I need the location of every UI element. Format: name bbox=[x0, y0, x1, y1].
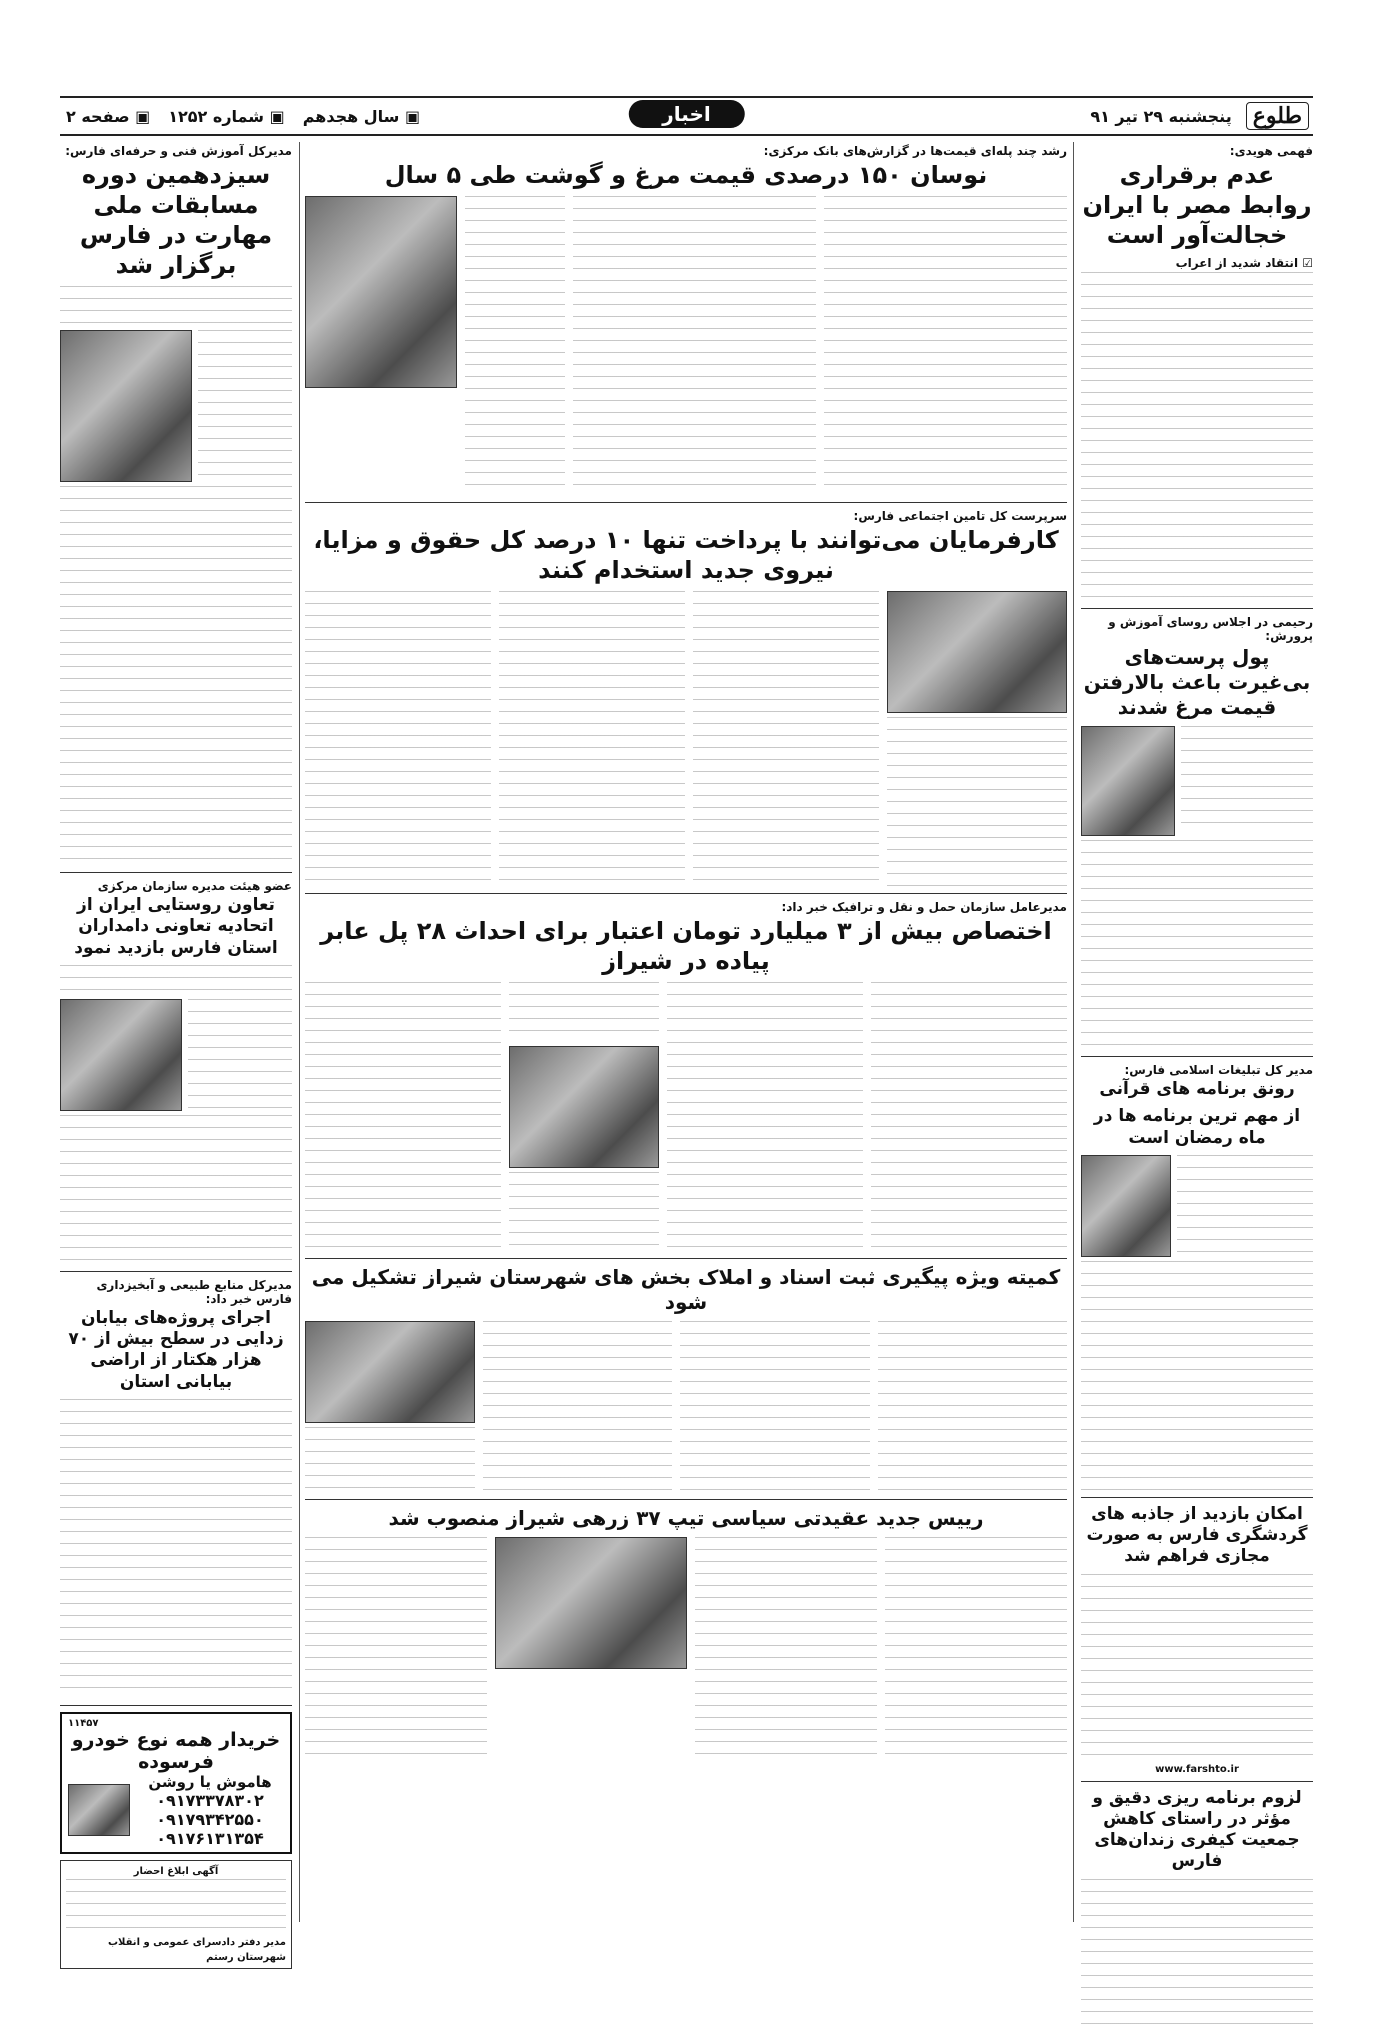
article-body bbox=[1181, 726, 1313, 834]
legal-notice bbox=[60, 1860, 292, 1969]
article-headline: کارفرمایان می‌توانند با پرداخت تنها ۱۰ درصد کل حقوق و مزایا، نیروی جدید استخدام کنند bbox=[313, 526, 1059, 584]
section-title: اخبار bbox=[628, 100, 744, 128]
article-body bbox=[824, 196, 1067, 496]
article-body bbox=[878, 1321, 1067, 1491]
article-headline: تعاون روستایی ایران از اتحادیه تعاونی دامداران استان فارس بازدید نمود bbox=[74, 895, 278, 958]
article-body bbox=[573, 196, 816, 496]
article-kicker: فهمی هویدی: bbox=[1229, 144, 1313, 158]
article-body bbox=[188, 999, 292, 1109]
article-body bbox=[483, 1321, 672, 1491]
article-body bbox=[1081, 840, 1313, 1050]
article-meat-prices bbox=[305, 144, 1067, 496]
ad-phone: ۰۹۱۷۹۳۴۲۵۵۰ bbox=[156, 1809, 264, 1829]
article-kicker: مدیر کل تبلیغات اسلامی فارس: bbox=[1124, 1063, 1313, 1077]
article-url: www.farshto.ir bbox=[1155, 1763, 1239, 1775]
article-headline: امکان بازدید از جاذبه های گردشگری فارس به صورت مجازی فراهم شد bbox=[1086, 1503, 1308, 1567]
separator bbox=[305, 1499, 1067, 1500]
article-body bbox=[695, 1537, 877, 1757]
article-body bbox=[680, 1321, 869, 1491]
article-kicker: رشد چند پله‌ای قیمت‌ها در گزارش‌های بانک مرکزی: bbox=[763, 144, 1067, 158]
separator bbox=[305, 502, 1067, 503]
article-kicker: عضو هیئت مدیره سازمان مرکزی bbox=[97, 879, 292, 893]
ad-title: خریدار همه نوع خودرو فرسوده bbox=[71, 1728, 281, 1773]
article-body bbox=[1081, 1574, 1313, 1764]
notice-body bbox=[66, 1879, 286, 1935]
portrait-photo bbox=[1081, 1155, 1171, 1257]
article-kicker: مدیرکل منابع طبیعی و آبخیزداری فارس خبر داد: bbox=[96, 1277, 292, 1306]
article-subheadline: رونق برنامه های قرآنی bbox=[1099, 1079, 1295, 1099]
newspaper-page bbox=[60, 96, 1313, 1963]
article-body bbox=[887, 717, 1067, 887]
article-body bbox=[885, 1537, 1067, 1757]
separator bbox=[305, 893, 1067, 894]
article-virtual-tour bbox=[1081, 1504, 1313, 1775]
article-pedestrian-bridges bbox=[305, 900, 1067, 1252]
article-headline: کمیته ویژه پیگیری ثبت اسناد و املاک بخش های شهرستان شیراز تشکیل می شود bbox=[311, 1265, 1061, 1314]
article-subheadline: ☑ انتقاد شدید از اعراب bbox=[1081, 256, 1313, 270]
article-body bbox=[509, 1172, 659, 1252]
article-livestock-cooperative bbox=[60, 879, 292, 1265]
newspaper-logo: طلوع bbox=[1246, 102, 1309, 130]
year-label: ▣ سال هجدهم bbox=[303, 107, 420, 126]
separator bbox=[60, 1271, 292, 1272]
article-body bbox=[1081, 272, 1313, 602]
food-photo bbox=[305, 196, 457, 388]
article-headline: اختصاص بیش از ۳ میلیارد تومان اعتبار برای احداث ۲۸ پل عابر پیاده در شیراز bbox=[320, 917, 1052, 975]
article-headline: نوسان ۱۵۰ درصدی قیمت مرغ و گوشت طی ۵ سال bbox=[384, 161, 988, 189]
article-egypt-iran bbox=[1081, 144, 1313, 602]
column-divider-left bbox=[299, 142, 300, 1922]
article-body bbox=[465, 196, 565, 496]
article-quran-programs bbox=[1081, 1063, 1313, 1491]
article-headline: عدم برقراری روابط مصر با ایران خجالت‌آور است bbox=[1082, 161, 1312, 249]
article-headline: سیزدهمین دوره مسابقات ملی مهارت در فارس برگزار شد bbox=[79, 161, 273, 279]
article-headline: رییس جدید عقیدتی سیاسی تیپ ۳۷ زرهی شیراز منصوب شد bbox=[388, 1506, 984, 1530]
article-body bbox=[1081, 1879, 1313, 2029]
article-body bbox=[1081, 1261, 1313, 1491]
notice-footer: مدیر دفتر دادسرای عمومی و انقلاب شهرستان رستم bbox=[107, 1936, 286, 1963]
article-kicker: سرپرست کل تامین اجتماعی فارس: bbox=[853, 509, 1067, 523]
notice-title: آگهی ابلاغ احضار bbox=[133, 1865, 219, 1877]
group-photo bbox=[495, 1537, 687, 1669]
portrait-photo bbox=[305, 1321, 475, 1423]
article-kicker: مدیرکل آموزش فنی و حرفه‌ای فارس: bbox=[65, 144, 292, 158]
article-body bbox=[305, 1537, 487, 1757]
portrait-photo bbox=[509, 1046, 659, 1168]
article-body bbox=[60, 1399, 292, 1699]
separator bbox=[1081, 1056, 1313, 1057]
article-desertification bbox=[60, 1278, 292, 1699]
issue-date: پنجشنبه ۲۹ تیر ۹۱ bbox=[1090, 106, 1232, 126]
article-body bbox=[305, 982, 501, 1252]
article-body bbox=[60, 286, 292, 326]
portrait-photo bbox=[1081, 726, 1175, 836]
article-body bbox=[1177, 1155, 1313, 1255]
center-column bbox=[305, 142, 1067, 1757]
article-headline: لزوم برنامه ریزی دقیق و مؤثر در راستای کاهش جمعیت کیفری زندان‌های فارس bbox=[1092, 1787, 1302, 1872]
portrait-photo bbox=[887, 591, 1067, 713]
article-headline: اجرای پروژه‌های بیابان زدایی در سطح بیش از ۷۰ هزار هکتار از اراضی بیابانی استان bbox=[68, 1307, 284, 1392]
issue-number: ▣ شماره ۱۲۵۲ bbox=[168, 107, 284, 126]
article-prison bbox=[1081, 1788, 1313, 2029]
article-body bbox=[305, 1427, 475, 1493]
column-divider-right bbox=[1073, 142, 1074, 1922]
separator bbox=[1081, 1781, 1313, 1782]
ad-phone: ۰۹۱۷۶۱۳۱۳۵۴ bbox=[156, 1828, 264, 1848]
article-kicker: مدیرعامل سازمان حمل و نقل و ترافیک خبر داد: bbox=[781, 900, 1067, 914]
article-kicker: رحیمی در اجلاس روسای آموزش و پرورش: bbox=[1108, 615, 1313, 643]
page-number: ▣ صفحه ۲ bbox=[66, 107, 150, 126]
separator bbox=[1081, 1497, 1313, 1498]
separator bbox=[60, 872, 292, 873]
right-column bbox=[1081, 142, 1313, 2029]
ad-name: هاموش یا روشن bbox=[148, 1772, 272, 1791]
masthead-right bbox=[1090, 102, 1313, 130]
left-column bbox=[60, 142, 292, 1969]
article-body bbox=[499, 591, 685, 886]
ad-code: ۱۱۴۵۷ bbox=[68, 1717, 99, 1729]
article-body bbox=[198, 330, 292, 480]
article-skills-competition bbox=[60, 144, 292, 866]
car-image bbox=[68, 1784, 130, 1836]
article-brigade-37 bbox=[305, 1506, 1067, 1757]
separator bbox=[60, 1705, 292, 1706]
article-body bbox=[60, 1115, 292, 1265]
ad-phone: ۰۹۱۷۳۳۷۸۳۰۲ bbox=[156, 1790, 264, 1810]
article-body bbox=[60, 965, 292, 995]
article-body bbox=[871, 982, 1067, 1252]
portrait-photo bbox=[60, 330, 192, 482]
article-body bbox=[693, 591, 879, 886]
car-buyer-ad bbox=[60, 1712, 292, 1854]
article-land-registry bbox=[305, 1265, 1067, 1493]
separator bbox=[305, 1258, 1067, 1259]
masthead-left bbox=[60, 107, 420, 126]
masthead bbox=[60, 96, 1313, 136]
meeting-photo bbox=[60, 999, 182, 1111]
article-chicken-price bbox=[1081, 615, 1313, 1050]
separator bbox=[1081, 608, 1313, 609]
article-body bbox=[667, 982, 863, 1252]
article-social-security bbox=[305, 509, 1067, 887]
article-headline: پول پرست‌های بی‌غیرت باعث بالارفتن قیمت مرغ شدند bbox=[1083, 645, 1311, 719]
article-headline: از مهم ترین برنامه ها در ماه رمضان است bbox=[1093, 1106, 1301, 1148]
article-body bbox=[305, 591, 491, 886]
article-body bbox=[60, 486, 292, 866]
article-body bbox=[509, 982, 659, 1042]
